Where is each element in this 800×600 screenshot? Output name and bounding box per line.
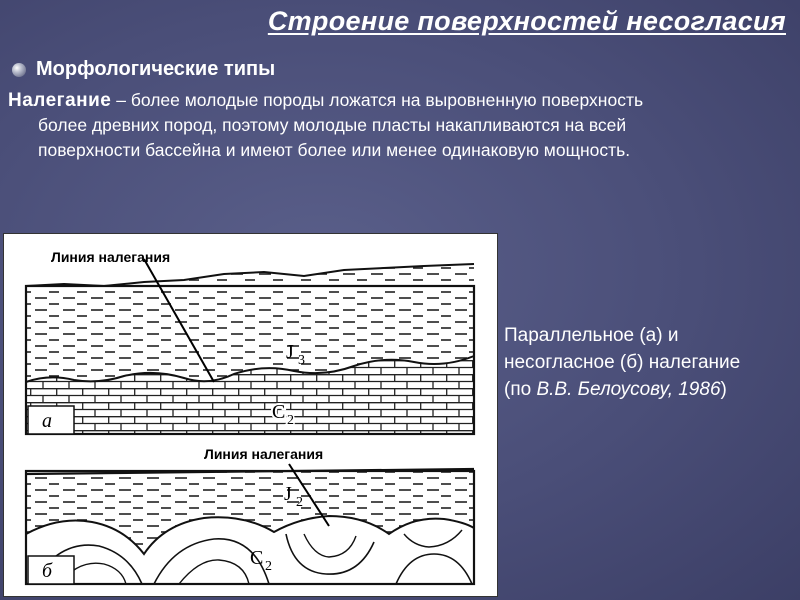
svg-text:C: C (272, 401, 286, 423)
figure-caption (504, 322, 794, 403)
definition-line-2: более древних пород, поэтому молодые пласты накапливаются на всей (38, 115, 627, 135)
caption-author: В.В. Белоусову, 1986 (536, 379, 721, 400)
slide-title: Строение поверхностей несогласия (267, 6, 786, 36)
figure-drawing (4, 234, 497, 596)
caption-line-2: несогласное (б) налегание (504, 352, 741, 373)
term-text: Налегание (8, 90, 112, 111)
definition-line-3: поверхности бассейна и имеют более или менее одинаковую мощность. (38, 140, 631, 160)
svg-text:C: C (250, 547, 264, 569)
panel-b-label: б (42, 560, 53, 582)
svg-text:J: J (284, 483, 292, 505)
svg-text:3: 3 (298, 353, 305, 368)
svg-text:2: 2 (296, 495, 303, 510)
svg-text:2: 2 (265, 559, 272, 574)
bullet-text: Морфологические типы (36, 58, 276, 80)
label-line-mid: Линия налегания (204, 446, 324, 462)
bullet-item (12, 58, 275, 81)
caption-line-1: Параллельное (а) и (504, 325, 679, 346)
svg-text:2: 2 (287, 413, 294, 428)
caption-line-3: (по В.В. Белоусову, 1986) (504, 379, 727, 400)
panel-a-label: а (42, 410, 52, 432)
bullet-icon (12, 63, 26, 77)
svg-text:J: J (286, 341, 294, 363)
definition-line-1: – более молодые породы ложатся на выровненную поверхность (111, 90, 644, 110)
definition-paragraph (8, 88, 788, 163)
geology-figure (3, 233, 498, 597)
label-line-top: Линия налегания (51, 249, 171, 265)
panel-a (26, 259, 474, 434)
